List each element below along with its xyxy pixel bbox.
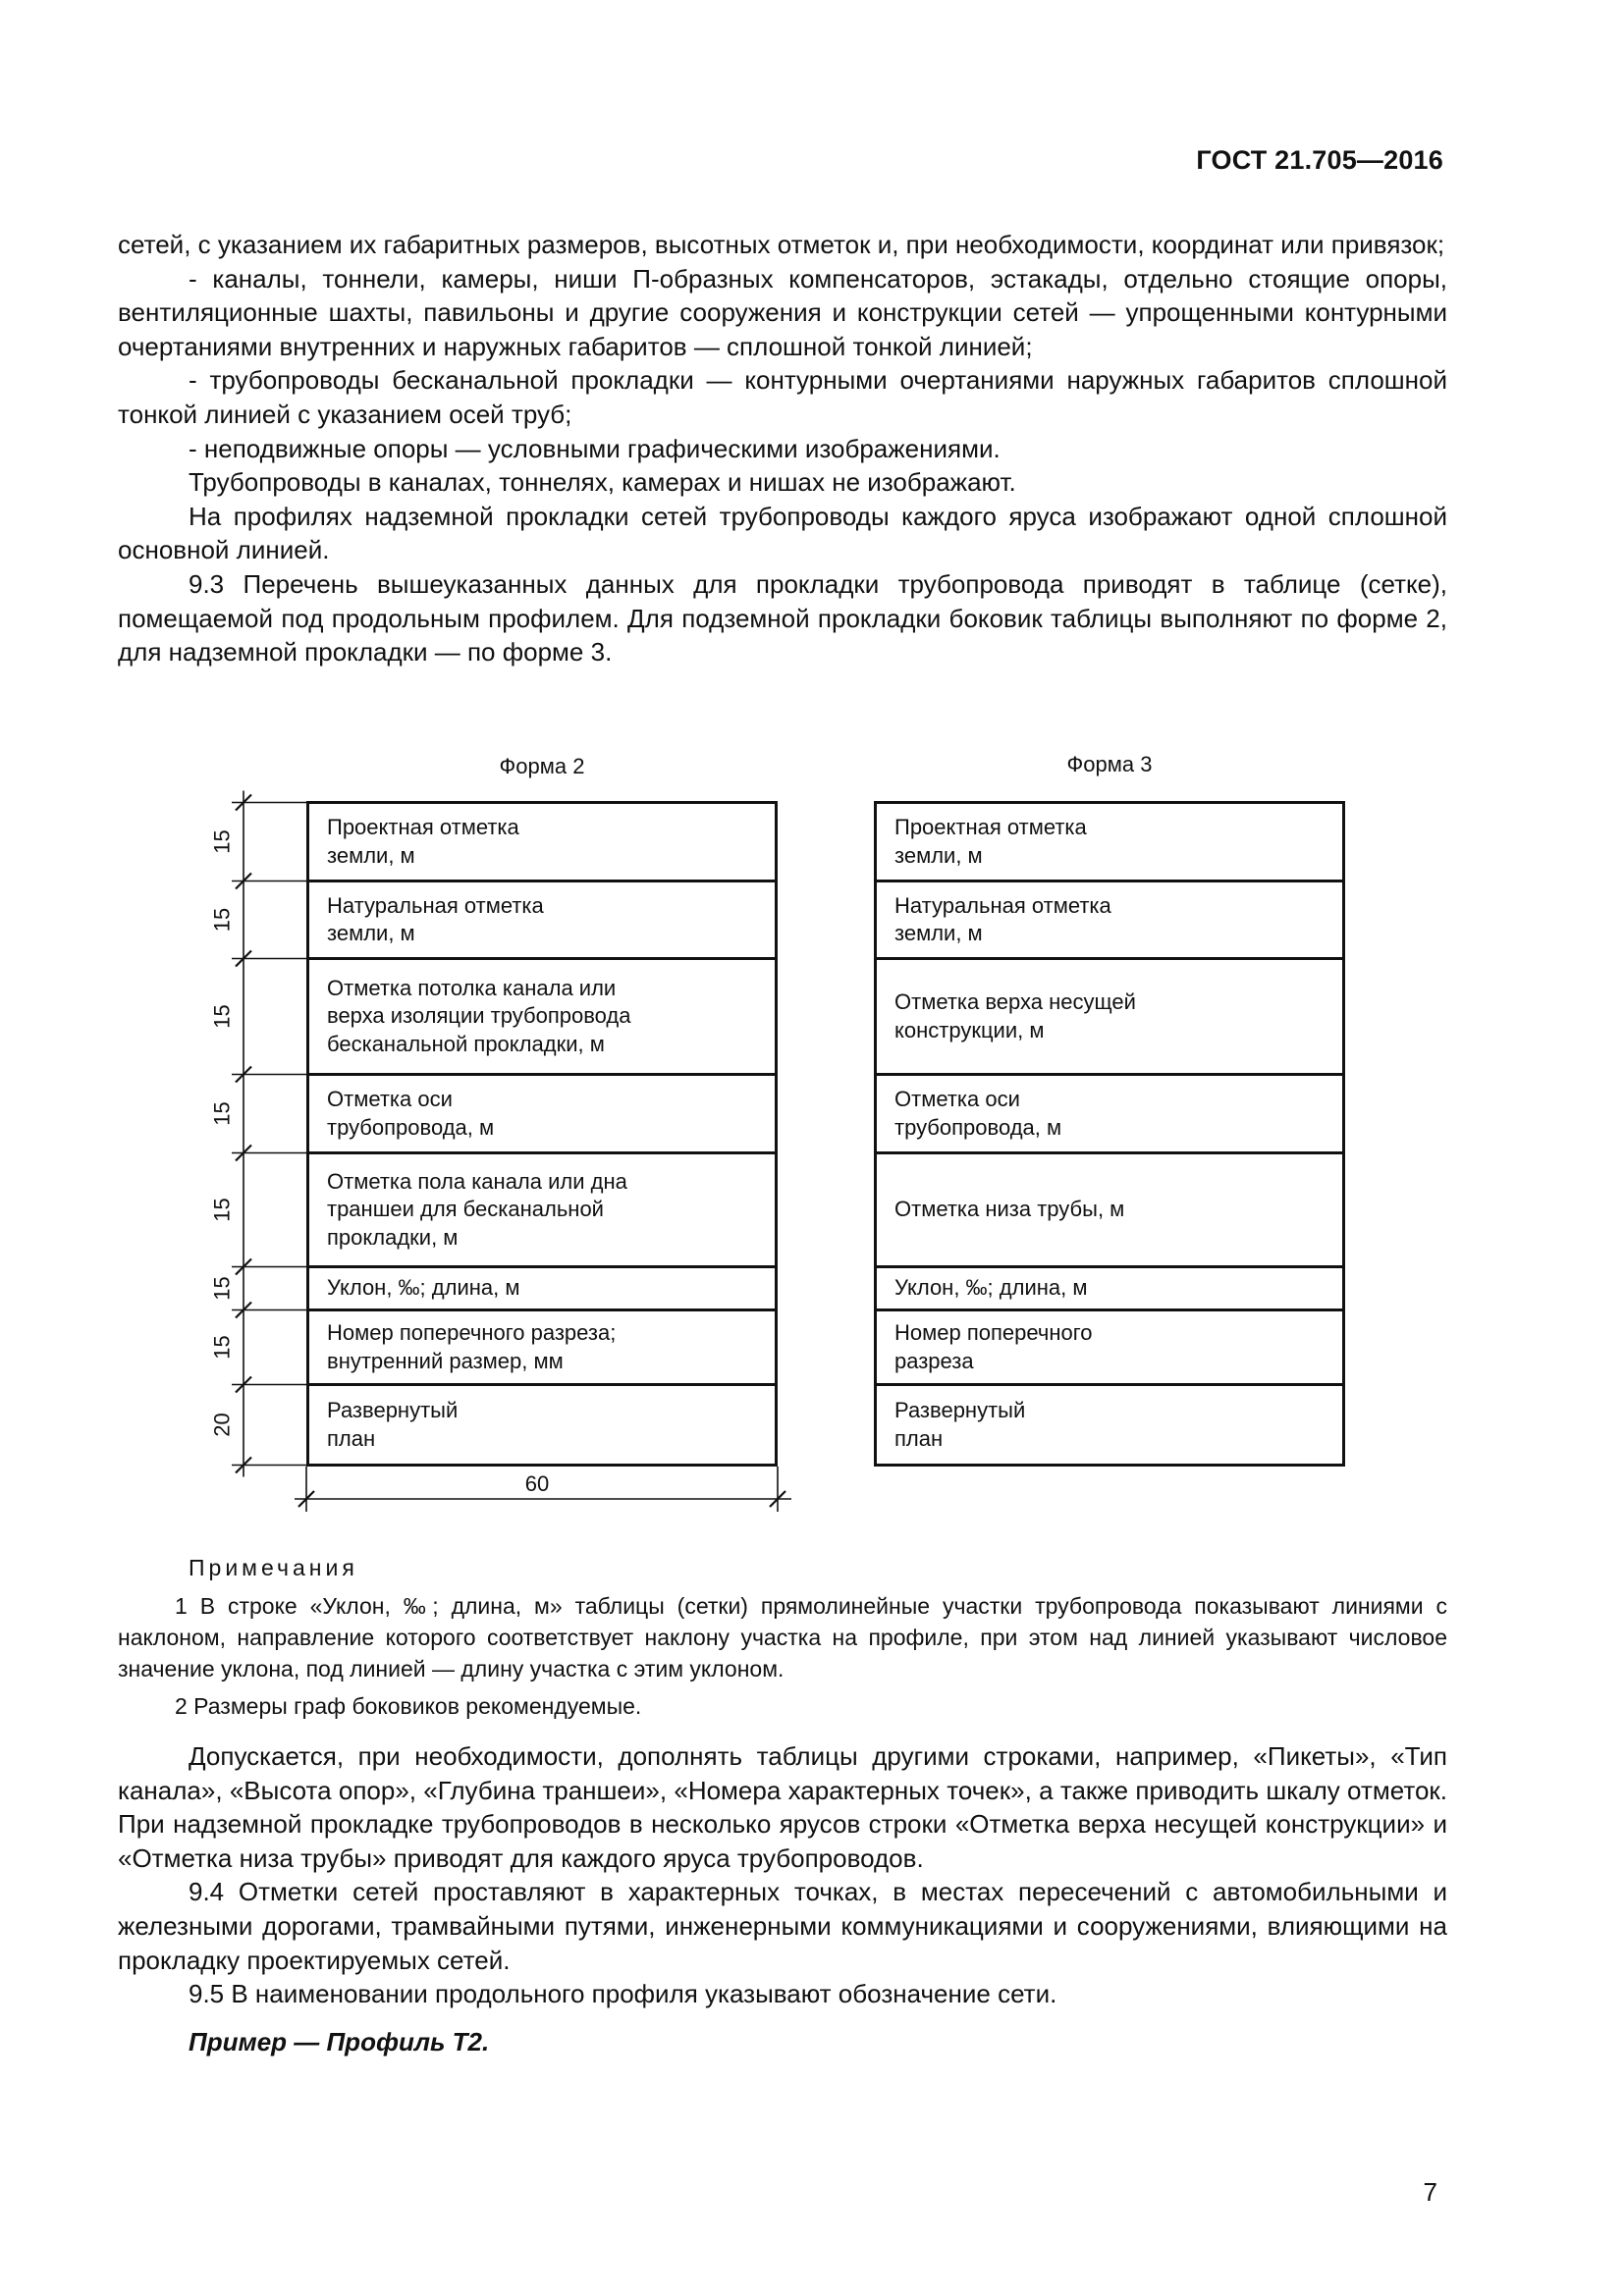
document-code: ГОСТ 21.705—2016 [1196,145,1443,175]
note-text: 2 Размеры граф боковиков рекомендуемые. [175,1693,642,1719]
form3-row: Отметка оси трубопровода, м [876,1075,1344,1153]
intro-paragraph: Трубопроводы в каналах, тоннелях, камерах и нишах не изображают. [189,467,1016,498]
form2-row: Отметка пола канала или дна траншеи для бесканальной прокладки, м [308,1153,777,1267]
row-dimension-label: 15 [209,829,235,854]
form2-row: Натуральная отметка земли, м [308,881,777,959]
row-dimension-label: 15 [209,1004,235,1029]
form3-row: Уклон, ‰; длина, м [876,1267,1344,1310]
row-dimension-label: 15 [209,1276,235,1301]
form3-row: Номер поперечного разреза [876,1310,1344,1385]
note-2 [118,1690,1447,1722]
row-dimension-label: 15 [209,1101,235,1126]
width-dimension [295,1467,791,1512]
form3-row: Проектная отметка земли, м [876,803,1344,881]
intro-paragraph: - трубопроводы бесканальной прокладки — контурными очертаниями наружных габаритов сплошной тонкой линией с указанием осей труб; [118,365,1447,429]
notes-title: Примечания [189,1555,358,1580]
width-dimension-label: 60 [524,1471,550,1496]
page-number: 7 [1423,2177,1437,2207]
form2-row: Номер поперечного разреза; внутренний размер, мм [308,1310,777,1385]
closing-text [118,1739,1447,2058]
form2-row: Проектная отметка земли, м [308,803,777,881]
row-dimension-label: 15 [209,907,235,933]
note-text: 1 В строке «Уклон, ‰; длина, м» таблицы (сетки) прямолинейные участки трубопровода показывают линиями с наклоном, направление которого соответствует наклону участка на профиле, при этом над линией указывают числовое значение уклона, под линией — длину участка с этим уклоном. [118,1593,1447,1682]
row-dimension-label: 20 [209,1413,235,1437]
closing-paragraph: Допускается, при необходимости, дополнять таблицы другими строками, например, «Пикеты», «Тип канала», «Высота опор», «Глубина траншеи», «Номера характерных точек», а также приводить шкалу отметок. При надземной прокладке трубопроводов в несколько ярусов строки «Отметка верха несущей конструкции» и «Отметка низа трубы» приводят для каждого яруса трубопроводов. [118,1741,1447,1873]
form3-row: Отметка низа трубы, м [876,1153,1344,1267]
form3-title: Форма 3 [1066,752,1153,776]
intro-paragraph: - неподвижные опоры — условными графическими изображениями. [189,433,1001,463]
form2-row: Отметка оси трубопровода, м [308,1075,777,1153]
form2-title: Форма 2 [499,754,585,778]
closing-paragraph: 9.5 В наименовании продольного профиля указывают обозначение сети. [189,1979,1057,2009]
closing-paragraph: 9.4 Отметки сетей проставляют в характерных точках, в местах пересечений с автомобильными и железными дорогами, трамвайными путями, инженерными коммуникациями и сооружениями, влияющими на прокладку проектируемых сетей. [118,1877,1447,1975]
intro-paragraph: - каналы, тоннели, камеры, ниши П-образных компенсаторов, эстакады, отдельно стоящие опоры, вентиляционные шахты, павильоны и другие сооружения и конструкции сетей — упрощенными контурными очертаниями внутренних и наружных габаритов — сплошной тонкой линией; [118,263,1447,361]
example-line: Пример — Профиль Т2. [189,2026,490,2056]
row-dimension-chain [210,791,307,1477]
intro-paragraph: сетей, с указанием их габаритных размеров, высотных отметок и, при необходимости, координат или привязок; [118,230,1445,259]
intro-paragraph: На профилях надземной прокладки сетей трубопроводы каждого яруса изображают одной сплошной основной линией. [118,501,1447,565]
form3-row: Развернутый план [876,1385,1344,1466]
form3-row: Натуральная отметка земли, м [876,881,1344,959]
form3-row: Отметка верха несущей конструкции, м [876,959,1344,1075]
form2-row: Развернутый план [308,1385,777,1466]
note-1 [118,1590,1447,1684]
form2-row: Уклон, ‰; длина, м [308,1267,777,1310]
form2-row: Отметка потолка канала или верха изоляции трубопровода бесканальной прокладки, м [308,959,777,1075]
row-dimension-label: 15 [209,1198,235,1222]
row-dimension-label: 15 [209,1335,235,1360]
intro-paragraph: 9.3 Перечень вышеуказанных данных для прокладки трубопровода приводят в таблице (сетке), помещаемой под продольным профилем. Для подземной прокладки боковик таблицы выполняют по форме 2, для надземной прокладки — по форме 3. [118,568,1447,667]
